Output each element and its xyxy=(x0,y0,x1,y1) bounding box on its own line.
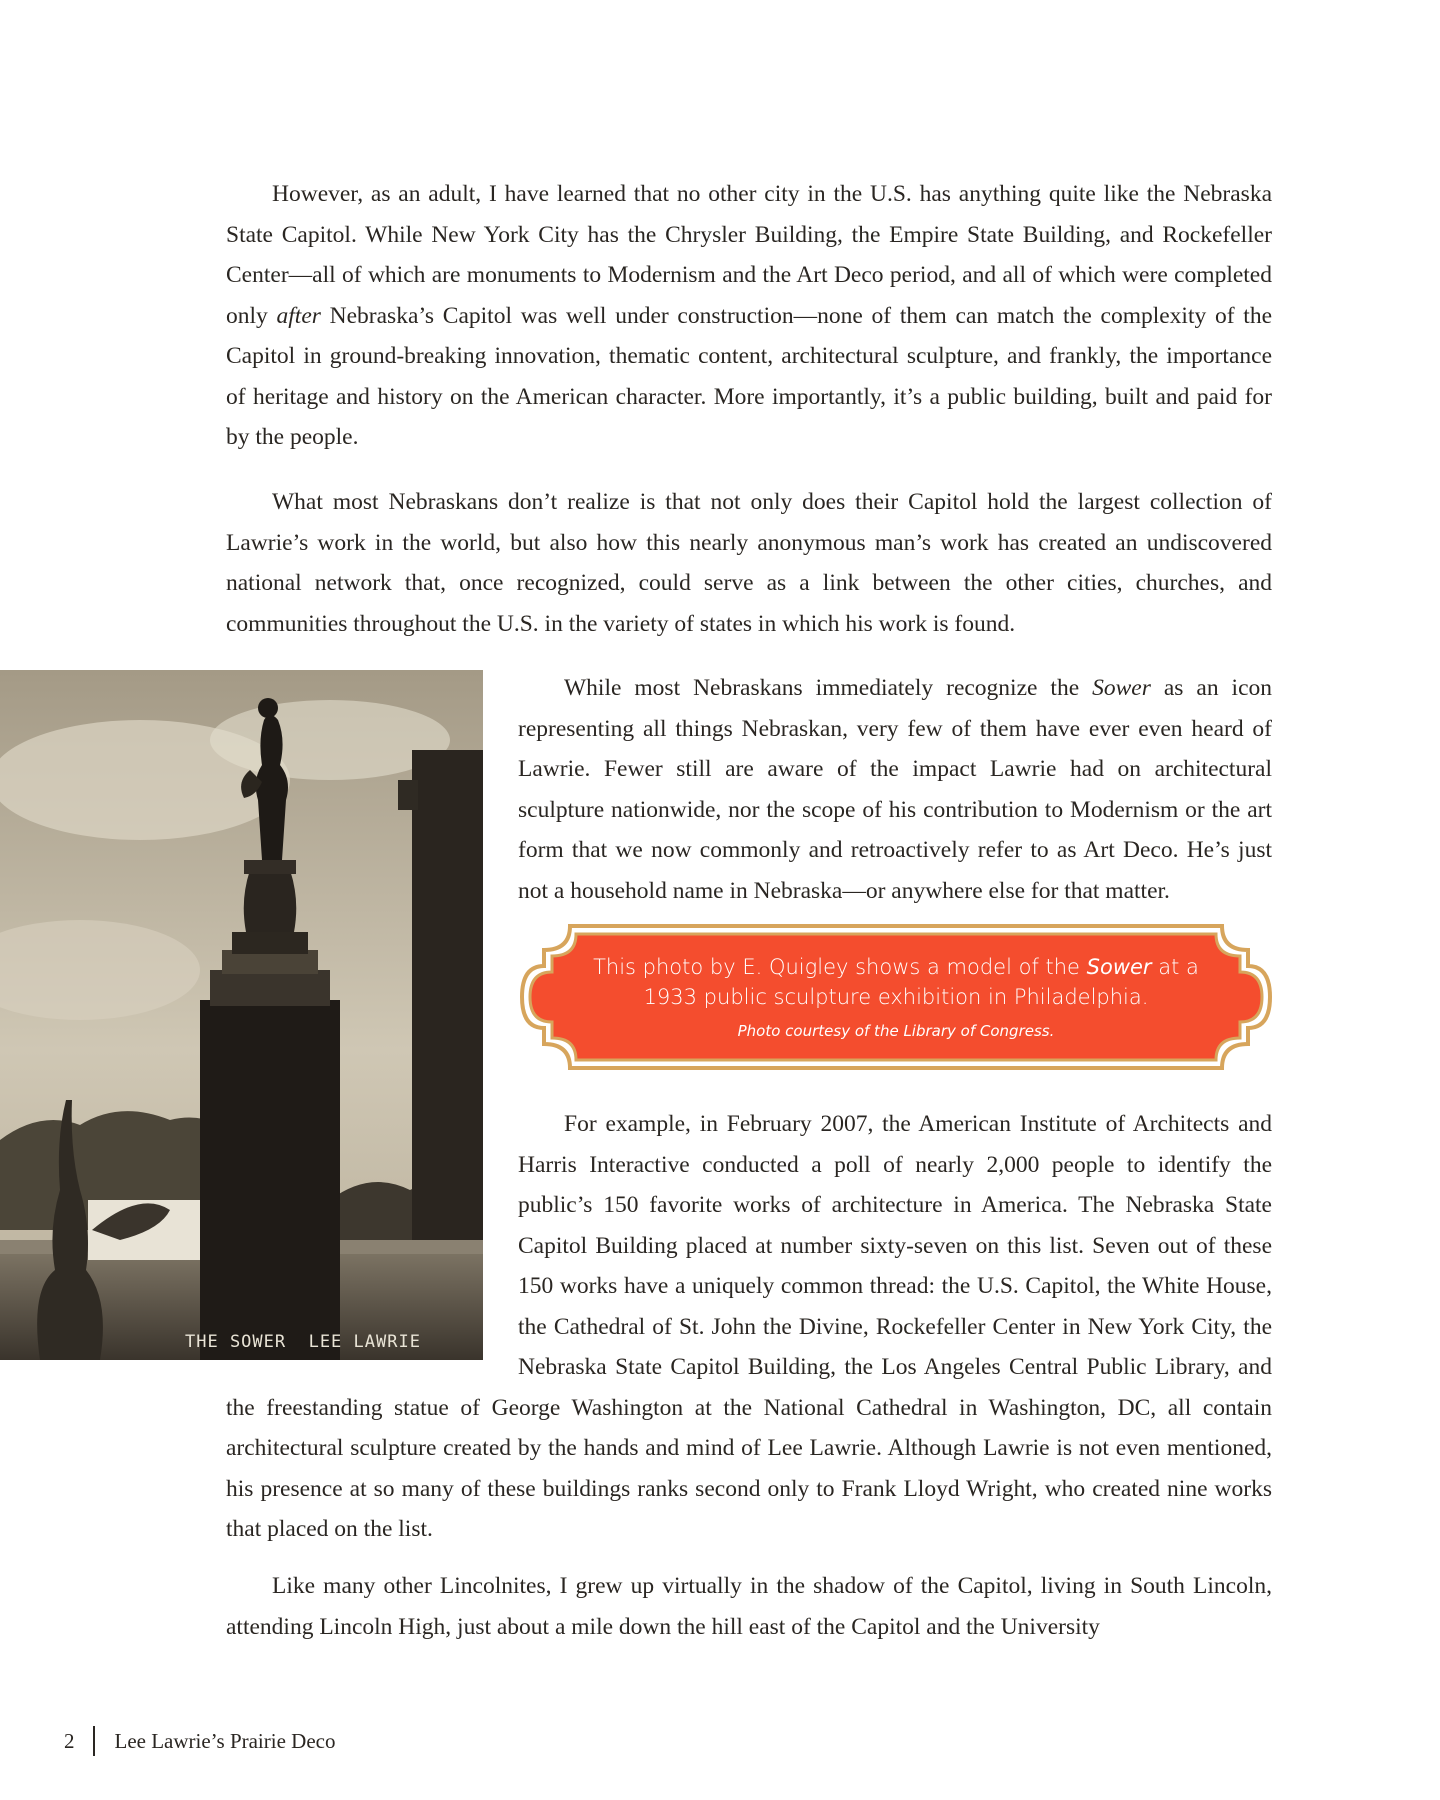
photo-inscription: THE SOWER LEE LAWRIE xyxy=(185,1332,421,1352)
paragraph-3: While most Nebraskans immediately recognize the Sower as an icon representing all things Nebraskan, very few of them have ever even heard of Lawrie. Fewer still are aware of the impact Lawrie had on architectural sculpture nationwide, nor the scope of his contribution to Modernism or the art form that we now commonly and retroactively refer to as Art Deco. He’s just not a household name in Nebraska—or anywhere else for that matter. xyxy=(518,675,1272,904)
paragraph-5: Like many other Lincolnites, I grew up virtually in the shadow of the Capitol, living in South Lincoln, attending Lincoln High, just about a mile down the hill east of the Capitol and the University xyxy=(226,1573,1272,1640)
paragraph-1: However, as an adult, I have learned that no other city in the U.S. has anything quite like the Nebraska State Capitol. While New York City has the Chrysler Building, the Empire State Building, and Rockefeller Center—all of which are monuments to Modernism and the Art Deco period, and all of which were completed only after Nebraska’s Capitol was well under construction—none of them can match the complexity of the Capitol in ground-breaking innovation, thematic content, architectural sculpture, and frankly, the importance of heritage and history on the American character. More importantly, it’s a public building, built and paid for by the people. xyxy=(226,181,1272,450)
footer-divider xyxy=(93,1726,95,1756)
emphasis-sower: Sower xyxy=(1092,675,1151,701)
photo-caption-callout xyxy=(518,922,1274,1072)
book-title: Lee Lawrie’s Prairie Deco xyxy=(114,1728,336,1753)
paragraph-4: For example, in February 2007, the American Institute of Architects and Harris Interactive conducted a poll of nearly 2,000 people to identify the public’s 150 favorite works of architecture in America. The Nebraska State Capitol Building placed at number sixty-seven on this list. Seven out of these 150 works have a uniquely common thread: the U.S. Capitol, the White House, the Cathedral of St. John the Divine, Rockefeller Center in New York City, the Nebraska State Capitol Building, the Los Angeles Central Public Library, and the freestanding statue of George Washington at the National Cathedral in Washington, DC, all contain architectural sculpture created by the hands and mind of Lee Lawrie. Although Lawrie is not even mentioned, his presence at so many of these buildings ranks second only to Frank Lloyd Wright, who created nine works that placed on the list. xyxy=(226,1111,1272,1542)
caption-line-2: 1933 public sculpture exhibition in Philadelphia. xyxy=(643,985,1149,1009)
page-footer xyxy=(64,1724,335,1758)
caption-line-1: This photo by E. Quigley shows a model of the Sower at a xyxy=(593,955,1199,979)
paragraph-2: What most Nebraskans don’t realize is that not only does their Capitol hold the largest collection of Lawrie’s work in the world, but also how this nearly anonymous man’s work has created an undiscovered national network that, once recognized, could serve as a link between the other cities, churches, and communities throughout the U.S. in the variety of states in which his work is found. xyxy=(226,489,1272,637)
page-number: 2 xyxy=(64,1728,75,1753)
emphasis-after: after xyxy=(276,302,321,329)
caption-credit: Photo courtesy of the Library of Congress. xyxy=(737,1022,1055,1040)
